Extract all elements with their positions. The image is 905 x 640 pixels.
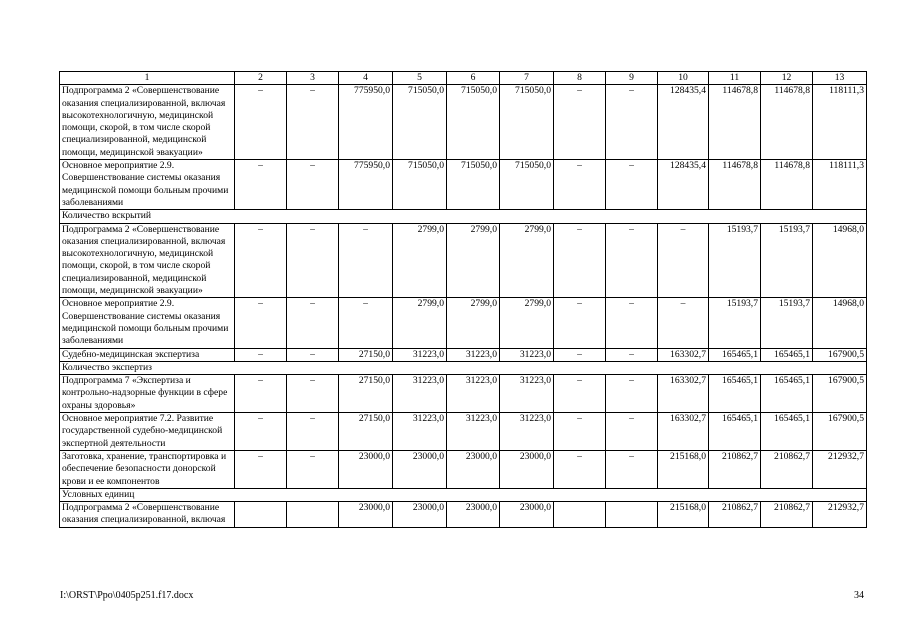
value-cell: 23000,0 — [393, 450, 447, 488]
value-cell — [606, 502, 658, 528]
table-row — [60, 450, 867, 488]
value-cell: – — [606, 298, 658, 348]
section-row — [60, 361, 867, 374]
value-cell: 27150,0 — [339, 375, 393, 413]
value-cell: 210862,7 — [761, 502, 813, 528]
value-cell: 2799,0 — [500, 223, 554, 298]
value-cell: 715050,0 — [447, 160, 500, 210]
header-cell: 10 — [658, 72, 709, 85]
value-cell: 165465,1 — [709, 375, 761, 413]
table-row — [60, 298, 867, 348]
value-cell: – — [658, 298, 709, 348]
value-cell: – — [235, 450, 287, 488]
header-cell: 8 — [554, 72, 606, 85]
value-cell: 114678,8 — [761, 85, 813, 160]
value-cell: – — [235, 298, 287, 348]
value-cell: 210862,7 — [761, 450, 813, 488]
value-cell: – — [554, 223, 606, 298]
value-cell: 775950,0 — [339, 160, 393, 210]
value-cell: 23000,0 — [500, 450, 554, 488]
row-label: Подпрограмма 2 «Совершенствование оказания специализированной, включая высокотехнологичную, медицинской помощи, скорой, в том числе скорой специализированной, медицинской помощи, медицинской эвакуации» — [60, 223, 235, 298]
table-row — [60, 85, 867, 160]
value-cell: 2799,0 — [447, 298, 500, 348]
value-cell: – — [339, 223, 393, 298]
value-cell: 775950,0 — [339, 85, 393, 160]
value-cell: 2799,0 — [500, 298, 554, 348]
row-label: Основное мероприятие 7.2. Развитие государственной судебно-медицинской экспертной деятельности — [60, 413, 235, 451]
value-cell: 15193,7 — [709, 223, 761, 298]
value-cell: – — [287, 375, 339, 413]
value-cell: – — [554, 413, 606, 451]
section-label: Количество экспертиз — [60, 361, 867, 374]
value-cell: 31223,0 — [393, 375, 447, 413]
value-cell: 715050,0 — [500, 85, 554, 160]
value-cell: – — [606, 85, 658, 160]
value-cell: – — [658, 223, 709, 298]
value-cell: 167900,5 — [813, 348, 867, 361]
value-cell: 15193,7 — [761, 223, 813, 298]
value-cell: 165465,1 — [761, 375, 813, 413]
row-label: Подпрограмма 7 «Экспертиза и контрольно-надзорные функции в сфере охраны здоровья» — [60, 375, 235, 413]
section-label: Условных единиц — [60, 488, 867, 501]
value-cell: 128435,4 — [658, 85, 709, 160]
value-cell: 165465,1 — [709, 348, 761, 361]
row-label: Подпрограмма 2 «Совершенствование оказания специализированной, включая высокотехнологичную, медицинской помощи, скорой, в том числе скорой специализированной, медицинской помощи, медицинской эвакуации» — [60, 85, 235, 160]
table-body — [60, 72, 867, 528]
value-cell: 118111,3 — [813, 85, 867, 160]
header-cell: 9 — [606, 72, 658, 85]
table-row — [60, 375, 867, 413]
value-cell: 715050,0 — [500, 160, 554, 210]
value-cell: 2799,0 — [393, 298, 447, 348]
value-cell: – — [554, 85, 606, 160]
table-header-row — [60, 72, 867, 85]
table-row — [60, 413, 867, 451]
value-cell: 210862,7 — [709, 450, 761, 488]
value-cell: 23000,0 — [339, 502, 393, 528]
value-cell: – — [606, 413, 658, 451]
value-cell: 2799,0 — [393, 223, 447, 298]
value-cell: 215168,0 — [658, 450, 709, 488]
value-cell: – — [554, 160, 606, 210]
row-label: Основное мероприятие 2.9. Совершенствование системы оказания медицинской помощи больным прочими заболеваниями — [60, 160, 235, 210]
value-cell: 212932,7 — [813, 502, 867, 528]
budget-table — [59, 71, 867, 528]
header-cell: 6 — [447, 72, 500, 85]
value-cell: – — [235, 160, 287, 210]
value-cell: – — [606, 223, 658, 298]
value-cell: 23000,0 — [447, 450, 500, 488]
value-cell: 31223,0 — [393, 348, 447, 361]
value-cell: – — [339, 298, 393, 348]
value-cell: 31223,0 — [500, 375, 554, 413]
row-label: Подпрограмма 2 «Совершенствование оказания специализированной, включая — [60, 502, 235, 528]
value-cell: 163302,7 — [658, 375, 709, 413]
value-cell: – — [554, 450, 606, 488]
value-cell: – — [606, 450, 658, 488]
value-cell: 27150,0 — [339, 348, 393, 361]
value-cell: 715050,0 — [447, 85, 500, 160]
value-cell: 2799,0 — [447, 223, 500, 298]
header-cell: 7 — [500, 72, 554, 85]
value-cell: 31223,0 — [393, 413, 447, 451]
value-cell: – — [287, 85, 339, 160]
value-cell: 31223,0 — [500, 348, 554, 361]
value-cell: 210862,7 — [709, 502, 761, 528]
value-cell: – — [235, 85, 287, 160]
value-cell: – — [235, 375, 287, 413]
header-cell: 13 — [813, 72, 867, 85]
value-cell: 15193,7 — [761, 298, 813, 348]
value-cell — [554, 502, 606, 528]
value-cell: 165465,1 — [761, 348, 813, 361]
value-cell — [287, 502, 339, 528]
value-cell: – — [287, 450, 339, 488]
table-row — [60, 160, 867, 210]
value-cell: 163302,7 — [658, 348, 709, 361]
row-label: Основное мероприятие 2.9. Совершенствование системы оказания медицинской помощи больным прочими заболеваниями — [60, 298, 235, 348]
header-cell: 11 — [709, 72, 761, 85]
table-row — [60, 348, 867, 361]
value-cell: 165465,1 — [709, 413, 761, 451]
value-cell: 27150,0 — [339, 413, 393, 451]
value-cell: – — [606, 160, 658, 210]
value-cell: 114678,8 — [709, 160, 761, 210]
header-cell: 3 — [287, 72, 339, 85]
value-cell: – — [287, 298, 339, 348]
table-row — [60, 223, 867, 298]
value-cell: 23000,0 — [447, 502, 500, 528]
value-cell: 31223,0 — [447, 413, 500, 451]
value-cell: 128435,4 — [658, 160, 709, 210]
section-row — [60, 488, 867, 501]
value-cell: 167900,5 — [813, 413, 867, 451]
value-cell: 167900,5 — [813, 375, 867, 413]
value-cell: 114678,8 — [709, 85, 761, 160]
row-label: Заготовка, хранение, транспортировка и обеспечение безопасности донорской крови и ее компонентов — [60, 450, 235, 488]
header-cell: 12 — [761, 72, 813, 85]
value-cell: – — [287, 223, 339, 298]
section-row — [60, 210, 867, 223]
value-cell: 212932,7 — [813, 450, 867, 488]
value-cell: 163302,7 — [658, 413, 709, 451]
value-cell: – — [287, 348, 339, 361]
header-cell: 1 — [60, 72, 235, 85]
value-cell: 23000,0 — [393, 502, 447, 528]
value-cell: – — [235, 223, 287, 298]
value-cell: – — [235, 413, 287, 451]
value-cell: – — [554, 375, 606, 413]
page-number: 34 — [854, 590, 864, 601]
value-cell: 23000,0 — [339, 450, 393, 488]
value-cell: 14968,0 — [813, 223, 867, 298]
value-cell: 31223,0 — [447, 348, 500, 361]
file-path: I:\ORST\Ppo\0405p251.f17.docx — [60, 590, 194, 601]
value-cell: 114678,8 — [761, 160, 813, 210]
value-cell: 165465,1 — [761, 413, 813, 451]
header-cell: 5 — [393, 72, 447, 85]
value-cell: 14968,0 — [813, 298, 867, 348]
row-label: Судебно-медицинская экспертиза — [60, 348, 235, 361]
header-cell: 2 — [235, 72, 287, 85]
value-cell: – — [287, 413, 339, 451]
value-cell: – — [554, 298, 606, 348]
value-cell: 715050,0 — [393, 160, 447, 210]
value-cell: 31223,0 — [447, 375, 500, 413]
value-cell: 31223,0 — [500, 413, 554, 451]
value-cell: 118111,3 — [813, 160, 867, 210]
value-cell: 715050,0 — [393, 85, 447, 160]
value-cell: – — [606, 375, 658, 413]
value-cell: 15193,7 — [709, 298, 761, 348]
table-row — [60, 502, 867, 528]
value-cell: – — [554, 348, 606, 361]
section-label: Количество вскрытий — [60, 210, 867, 223]
value-cell: – — [235, 348, 287, 361]
value-cell: 23000,0 — [500, 502, 554, 528]
value-cell — [235, 502, 287, 528]
header-cell: 4 — [339, 72, 393, 85]
value-cell: – — [287, 160, 339, 210]
value-cell: 215168,0 — [658, 502, 709, 528]
value-cell: – — [606, 348, 658, 361]
